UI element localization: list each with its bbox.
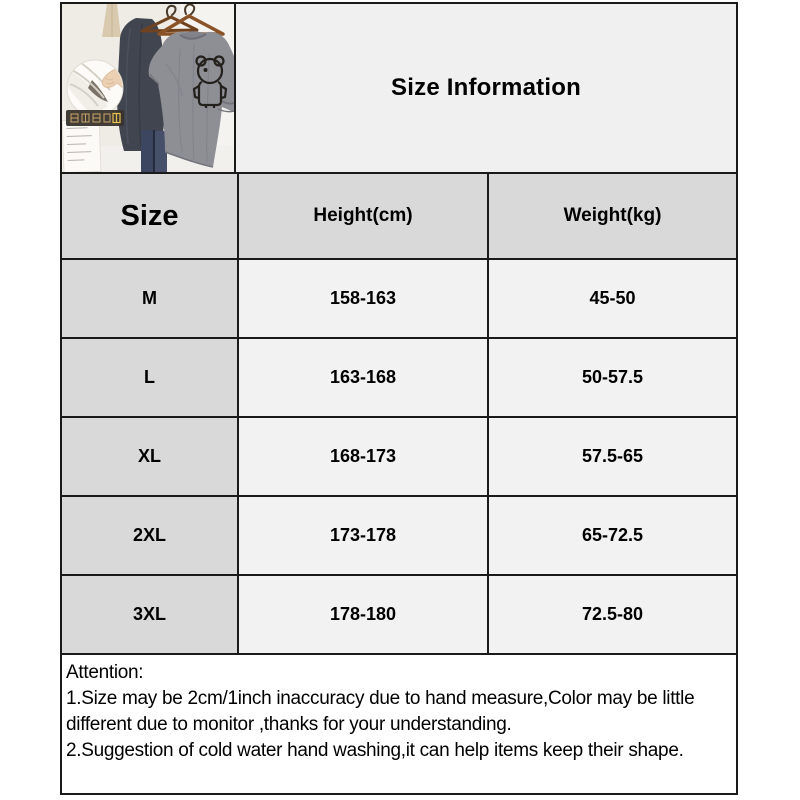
- height-cell: 158-163: [239, 260, 489, 339]
- table-row: [62, 576, 738, 655]
- height-cell: 178-180: [239, 576, 489, 655]
- table-row: [62, 497, 738, 576]
- top-row: [62, 4, 738, 174]
- size-cell: 2XL: [62, 497, 239, 576]
- weight-cell: 65-72.5: [489, 497, 738, 576]
- size-cell: XL: [62, 418, 239, 497]
- height-cell: 163-168: [239, 339, 489, 418]
- column-header-weight: Weight(kg): [489, 174, 738, 260]
- weight-cell: 57.5-65: [489, 418, 738, 497]
- column-header-height: Height(cm): [239, 174, 489, 260]
- attention-note: [62, 655, 738, 795]
- jeans-graphic: [141, 130, 167, 172]
- weight-cell: 50-57.5: [489, 339, 738, 418]
- height-cell: 168-173: [239, 418, 489, 497]
- size-cell: L: [62, 339, 239, 418]
- table-row: [62, 260, 738, 339]
- weight-cell: 72.5-80: [489, 576, 738, 655]
- table-row: [62, 339, 738, 418]
- product-photo: [62, 4, 236, 174]
- size-cell: 3XL: [62, 576, 239, 655]
- size-chart-container: [60, 2, 738, 795]
- weight-cell: 45-50: [489, 260, 738, 339]
- attention-line: different due to monitor ,thanks for your understanding.: [66, 714, 512, 735]
- column-header-size: Size: [62, 174, 239, 260]
- attention-heading: Attention:: [66, 662, 144, 683]
- product-photo-graphic: [62, 4, 234, 172]
- size-cell: M: [62, 260, 239, 339]
- table-row: [62, 418, 738, 497]
- label-tag: [66, 110, 124, 126]
- height-cell: 173-178: [239, 497, 489, 576]
- price-tag-paper: [62, 119, 101, 172]
- attention-line: 2.Suggestion of cold water hand washing,it can help items keep their shape.: [66, 740, 684, 761]
- page-title-text: Size Information: [391, 74, 581, 101]
- page-title: [236, 4, 738, 174]
- attention-line: 1.Size may be 2cm/1inch inaccuracy due to hand measure,Color may be little: [66, 688, 695, 709]
- table-header-row: [62, 174, 738, 260]
